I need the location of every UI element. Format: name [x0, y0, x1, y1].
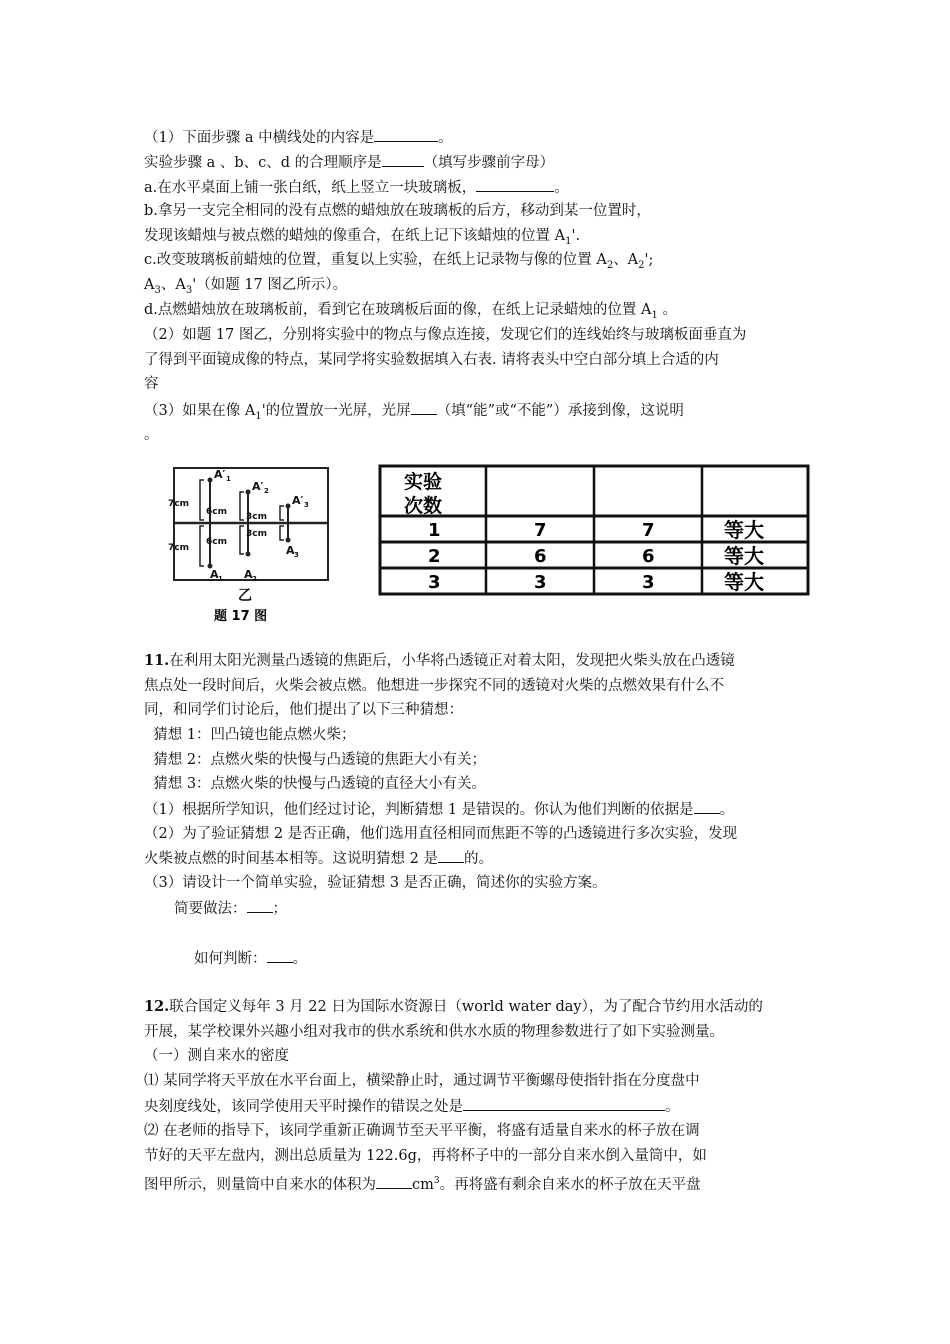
- q11-judge: 如何判断： 。: [194, 948, 307, 969]
- table-cell: 等大: [724, 570, 764, 594]
- q11-line1: 11.在利用太阳光测量凸透镜的焦距后，小华将凸透镜正对着太阳，发现把火柴头放在凸透镜: [144, 652, 735, 669]
- experiment-table: [376, 462, 812, 598]
- svg-text:1: 1: [226, 475, 231, 483]
- q10-step-c-line1: c.改变玻璃板前蜡烛的位置，重复以上实验，在纸上记录物与像的位置 $A_2$、$A_2'$;: [144, 252, 654, 271]
- answer-blank[interactable]: [411, 400, 437, 415]
- q11-part2-line1: （2）为了验证猜想 2 是否正确，他们选用直径相同而焦距不等的凸透镜进行多次实验，发现: [144, 826, 738, 842]
- label-a3-prime: A′: [292, 494, 304, 507]
- answer-blank[interactable]: [438, 848, 464, 863]
- q12-line7: 节好的天平左盘内，测出总质量为 122.6g，再将杯子中的一部分自来水倒入量筒中，如: [144, 1148, 707, 1164]
- dist-label: 7cm: [168, 499, 189, 509]
- dist-label: 3cm: [246, 529, 267, 539]
- table-cell: 3: [428, 572, 441, 593]
- question-number: 11.: [144, 652, 170, 669]
- svg-text:1: 1: [218, 575, 223, 583]
- q12-line3: （一）测自来水的密度: [144, 1048, 289, 1064]
- figure-caption: 题 17 图: [214, 609, 268, 624]
- answer-blank[interactable]: [247, 898, 273, 913]
- q10-step-c-line2: $A_3$、$A_3'$（如题 17 图乙所示）。: [144, 277, 348, 296]
- q12-line2: 开展，某学校课外兴趣小组对我市的供水系统和供水水质的物理参数进行了如下实验测量。: [144, 1024, 724, 1040]
- q10-part2-line1: （2）如题 17 图乙，分别将实验中的物点与像点连接，发现它们的连线始终与玻璃板面垂直为: [144, 327, 747, 343]
- table-cell: 3: [642, 572, 655, 593]
- q10-part3: （3）如果在像 $A_1'$的位置放一光屏，光屏 （填“能”或“不能”）承接到像，这说明: [144, 400, 684, 427]
- answer-blank[interactable]: [374, 127, 438, 142]
- table-cell: 7: [534, 520, 547, 541]
- answer-blank[interactable]: [382, 152, 424, 167]
- q12-line4: ⑴ 某同学将天平放在水平台面上，横梁静止时，通过调节平衡螺母使指针指在分度盘中: [144, 1073, 700, 1089]
- answer-blank[interactable]: [476, 177, 554, 192]
- question-number: 12.: [144, 998, 170, 1015]
- q10-part2-line2: 了得到平面镜成像的特点，某同学将实验数据填入右表. 请将表头中空白部分填上合适的内: [144, 352, 719, 368]
- q11-part3: （3）请设计一个简单实验，验证猜想 3 是否正确，简述你的实验方案。: [144, 875, 607, 891]
- table-cell: 6: [534, 546, 547, 567]
- svg-text:2: 2: [264, 487, 269, 495]
- q11-guess3: 猜想 3：点燃火柴的快慢与凸透镜的直径大小有关。: [144, 776, 487, 792]
- q10-step-b-line1: b.拿另一支完全相同的没有点燃的蜡烛放在玻璃板的后方，移动到某一位置时，: [144, 203, 651, 219]
- q10-step-a: a.在水平桌面上铺一张白纸，纸上竖立一块玻璃板， 。: [144, 177, 569, 198]
- table-header-line2: 次数: [404, 495, 443, 517]
- point-a3-prime: [286, 504, 291, 509]
- table-cell: 等大: [724, 518, 764, 542]
- point-a2: [246, 552, 251, 557]
- q12-line5: 央刻度线处，该同学使用天平时操作的错误之处是 。: [144, 1096, 680, 1117]
- q11-guess2: 猜想 2：点燃火柴的快慢与凸透镜的焦距大小有关；: [144, 752, 487, 768]
- svg-text:3: 3: [294, 551, 299, 559]
- dist-label: 6cm: [206, 507, 227, 517]
- table-cell: 3: [534, 572, 547, 593]
- q11-line3: 同，和同学们讨论后，他们提出了以下三种猜想：: [144, 702, 463, 718]
- q11-method: 简要做法： ；: [174, 898, 287, 919]
- q10-part3-end: 。: [144, 427, 159, 443]
- svg-text:3: 3: [304, 501, 309, 509]
- q12-line1: 12.联合国定义每年 3 月 22 日为国际水资源日（world water day），为了配合节约用水活动的: [144, 998, 763, 1015]
- q10-step-d: d.点燃蜡烛放在玻璃板前，看到它在玻璃板后面的像，在纸上记录蜡烛的位置 $A_1$ 。: [144, 302, 677, 321]
- table-cell: 7: [642, 520, 655, 541]
- point-a1-prime: [208, 478, 213, 483]
- q11-guess1: 猜想 1：凹凸镜也能点燃火柴；: [144, 727, 356, 743]
- answer-blank[interactable]: [694, 799, 720, 814]
- svg-text:2: 2: [252, 575, 257, 583]
- point-a2-prime: [246, 490, 251, 495]
- q10-step-a-question: （1）下面步骤 a 中横线处的内容是 。: [144, 127, 453, 148]
- label-a2: A: [244, 568, 253, 581]
- label-a1: A: [210, 568, 219, 581]
- q10-step-b-line2: 发现该蜡烛与被点燃的蜡烛的像重合，在纸上记下该蜡烛的位置 $A_1'$.: [144, 228, 581, 247]
- figure-subcaption: 乙: [238, 588, 252, 604]
- label-a3: A: [286, 544, 295, 557]
- table-cell: 2: [428, 546, 441, 567]
- table-header-line1: 实验: [404, 471, 443, 493]
- point-a3: [286, 538, 291, 543]
- table-cell: 1: [428, 520, 441, 541]
- q11-part2-line2: 火柴被点燃的时间基本相等。这说明猜想 2 是 的。: [144, 848, 493, 869]
- dist-label: 6cm: [206, 537, 227, 547]
- q12-line8: 图甲所示，则量筒中自来水的体积为 $cm^3$。再将盛有剩余自来水的杯子放在天平盘: [144, 1171, 701, 1195]
- q11-line2: 焦点处一段时间后，火柴会被点燃。他想进一步探究不同的透镜对火柴的点燃效果有什么不: [144, 678, 724, 694]
- q10-part2-line3: 容: [144, 376, 159, 392]
- table-cell: 等大: [724, 544, 764, 568]
- label-a1-prime: A′: [214, 468, 226, 481]
- answer-blank[interactable]: [267, 948, 293, 963]
- answer-blank[interactable]: [463, 1096, 665, 1111]
- dist-label: 3cm: [246, 512, 267, 522]
- dist-label: 7cm: [168, 543, 189, 553]
- q11-part1: （1）根据所学知识，他们经过讨论，判断猜想 1 是错误的。你认为他们判断的依据是 。: [144, 799, 734, 820]
- q10-order-question: 实验步骤 a 、b、c、d 的合理顺序是 （填写步骤前字母）: [144, 152, 554, 173]
- table-cell: 6: [642, 546, 655, 567]
- label-a2-prime: A′: [252, 480, 264, 493]
- answer-blank[interactable]: [376, 1174, 412, 1189]
- figure-17-diagram: [160, 462, 340, 624]
- q12-line6: ⑵ 在老师的指导下，该同学重新正确调节至天平平衡，将盛有适量自来水的杯子放在调: [144, 1123, 700, 1139]
